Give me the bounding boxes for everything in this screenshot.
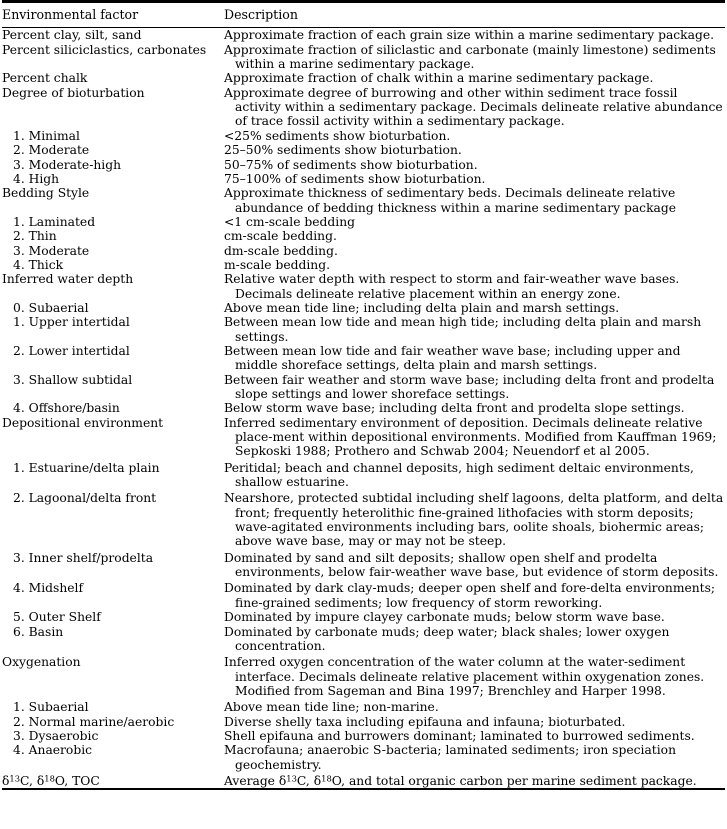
factor-cell: 2. Moderate (13, 143, 90, 158)
description-cell: cm-scale bedding. (224, 229, 337, 244)
table-header-body (2, 3, 727, 27)
description-cell: 50–75% of sediments show bioturbation. (224, 157, 478, 172)
description-cell: Approximate degree of burrowing and other within sediment trace fossil activity within a sedimentary package. Decimals delineate relative abundance of trace fossil activity within a sedimentary package. (224, 85, 723, 129)
factor-cell: Percent clay, silt, sand (2, 28, 142, 43)
description-cell: Approximate fraction of chalk within a marine sedimentary package. (224, 71, 654, 86)
factor-cell: Percent siliciclastics, carbonates (2, 42, 207, 57)
table-row (2, 172, 727, 186)
description-cell: Peritidal; beach and channel deposits, high sediment deltaic environments, shallow estuarine. (224, 460, 694, 490)
description-cell: Below storm wave base; including delta front and prodelta slope settings. (224, 401, 685, 416)
description-cell: Between mean low tide and fair weather wave base; including upper and middle shoreface settings, delta plain and marsh settings. (224, 343, 681, 373)
description-cell: 75–100% of sediments show bioturbation. (224, 171, 486, 186)
description-cell: dm-scale bedding. (224, 243, 338, 258)
factor-cell: Depositional environment (2, 415, 164, 430)
table-row (2, 698, 727, 714)
factor-cell: Percent chalk (2, 71, 88, 86)
description-cell: m-scale bedding. (224, 257, 330, 272)
factor-cell: Degree of bioturbation (2, 85, 145, 100)
table-row (2, 215, 727, 229)
table-row (2, 129, 727, 143)
table-row (2, 158, 727, 172)
description-cell: Average $\delta^{13}C$, $\delta^{18}O$, and total organic carbon per marine sediment package. (224, 773, 697, 788)
table-row (2, 71, 727, 85)
description-cell: Macrofauna; anaerobic S-bacteria; laminated sediments; iron speciation geochemistry. (224, 743, 676, 772)
table-row (2, 143, 727, 157)
table-row (2, 229, 727, 243)
factor-cell: 3. Moderate-high (13, 157, 122, 172)
factor-cell: 2. Thin (13, 229, 57, 244)
factor-cell: 4. Thick (13, 257, 64, 272)
factor-cell: 2. Normal marine/aerobic (13, 714, 175, 729)
factor-cell: 1. Upper intertidal (13, 315, 130, 330)
table-row (2, 625, 727, 654)
description-cell: Inferred oxygen concentration of the water column at the water-sediment interface. Decimals delineate relative placement within oxygenation zones. Modified from Sageman and Bina 1997; Brenchley and Harper 1998. (224, 655, 705, 698)
header-cell-description: Description (224, 7, 298, 22)
table-row (2, 459, 727, 490)
description-cell: Approximate thickness of sedimentary beds. Decimals delineate relative abundance of bedding thickness within a marine sedimentary package (224, 186, 676, 215)
factor-cell: 1. Laminated (13, 214, 96, 229)
description-cell: <1 cm-scale bedding (224, 214, 356, 229)
description-cell: Approximate fraction of each grain size within a marine sedimentary package. (224, 28, 715, 43)
table-rows-body (2, 28, 727, 788)
description-cell: 25–50% sediments show bioturbation. (224, 143, 462, 158)
factor-cell: 5. Outer Shelf (13, 610, 101, 625)
description-cell: Nearshore, protected subtidal including shelf lagoons, delta platform, and delta front; frequently heterolithic fine-grained lithofacies with storm deposits; wave-agitated environments including bars, oolite shoals, biohermic areas; above wave base, may or may not be steep. (224, 491, 724, 549)
table-row (2, 272, 727, 301)
description-cell: Diverse shelly taxa including epifauna and infauna; bioturbated. (224, 714, 626, 729)
table-row (2, 244, 727, 258)
description-cell: Approximate fraction of siliclastic and carbonate (mainly limestone) sediments within a marine sedimentary package. (224, 42, 716, 72)
factor-cell: 3. Shallow subtidal (13, 372, 133, 387)
header-cell-environmental-factor: Environmental factor (2, 7, 139, 22)
table-row (2, 315, 727, 344)
description-cell: Relative water depth with respect to storm and fair-weather wave bases. Decimals delineate relative placement within an energy zone. (224, 272, 680, 301)
factor-cell: Oxygenation (2, 655, 81, 670)
factor-cell: 6. Basin (13, 624, 64, 639)
table-row (2, 258, 727, 272)
table-row (2, 772, 727, 788)
factor-cell: 1. Subaerial (13, 700, 89, 715)
factor-cell: 4. High (13, 171, 60, 186)
table-header-row (2, 3, 727, 27)
description-cell: Dominated by impure clayey carbonate muds; below storm wave base. (224, 610, 665, 625)
table-bottom-rule (2, 788, 725, 790)
factor-cell: 3. Inner shelf/prodelta (13, 550, 154, 565)
table-row (2, 344, 727, 373)
factor-cell: 1. Estuarine/delta plain (13, 460, 160, 475)
factor-cell: 2. Lagoonal/delta front (13, 491, 157, 506)
factor-cell: $\delta^{13}C$, $\delta^{18}O$, TOC (2, 773, 100, 788)
description-cell: Between fair weather and storm wave base; including delta front and prodelta slope settings and lower shoreface settings. (224, 372, 715, 401)
factor-cell: 3. Moderate (13, 243, 90, 258)
table-row (2, 28, 727, 42)
table (2, 3, 727, 27)
factor-cell: 2. Lower intertidal (13, 343, 130, 358)
description-cell: Above mean tide line; non-marine. (224, 700, 439, 715)
factor-cell: 4. Offshore/basin (13, 401, 120, 416)
description-cell: Inferred sedimentary environment of deposition. Decimals delineate relative place-ment within depositional environments. Modified from Kauffman 1969; Sepkoski 1988; Prothero and Schwab 2004; Neuendorf et al 2005. (224, 415, 717, 459)
table-row (2, 416, 727, 459)
description-cell: Dominated by dark clay-muds; deeper open shelf and fore-delta environments; fine-grained sediments; low frequency of storm reworking. (224, 581, 716, 610)
factor-cell: 4. Anaerobic (13, 743, 93, 758)
table-row (2, 401, 727, 415)
table-row (2, 549, 727, 580)
description-cell: Dominated by carbonate muds; deep water; black shales; lower oxygen concentration. (224, 624, 670, 653)
table-row (2, 653, 727, 698)
table-row (2, 489, 727, 548)
description-cell: Between mean low tide and mean high tide; including delta plain and marsh settings. (224, 315, 702, 344)
description-cell: Dominated by sand and silt deposits; shallow open shelf and prodelta environments, below fair-weather wave base, but evidence of storm deposits. (224, 550, 719, 580)
table-row (2, 43, 727, 72)
table-row (2, 715, 727, 729)
table-row (2, 186, 727, 215)
table-row (2, 301, 727, 315)
table-row (2, 610, 727, 624)
factor-cell: Bedding Style (2, 186, 90, 201)
table-row (2, 729, 727, 743)
table-row (2, 743, 727, 772)
description-cell: <25% sediments show bioturbation. (224, 128, 451, 143)
table-row (2, 579, 727, 610)
table-row (2, 373, 727, 402)
table-body-table (2, 28, 727, 788)
factor-cell: Inferred water depth (2, 272, 134, 287)
factor-cell: 4. Midshelf (13, 581, 84, 596)
factor-cell: 0. Subaerial (13, 300, 89, 315)
factor-cell: 3. Dysaerobic (13, 728, 99, 743)
description-cell: Above mean tide line; including delta plain and marsh settings. (224, 300, 620, 315)
factor-cell: 1. Minimal (13, 128, 80, 143)
description-cell: Shell epifauna and burrowers dominant; laminated to burrowed sediments. (224, 728, 695, 743)
table-row (2, 86, 727, 129)
